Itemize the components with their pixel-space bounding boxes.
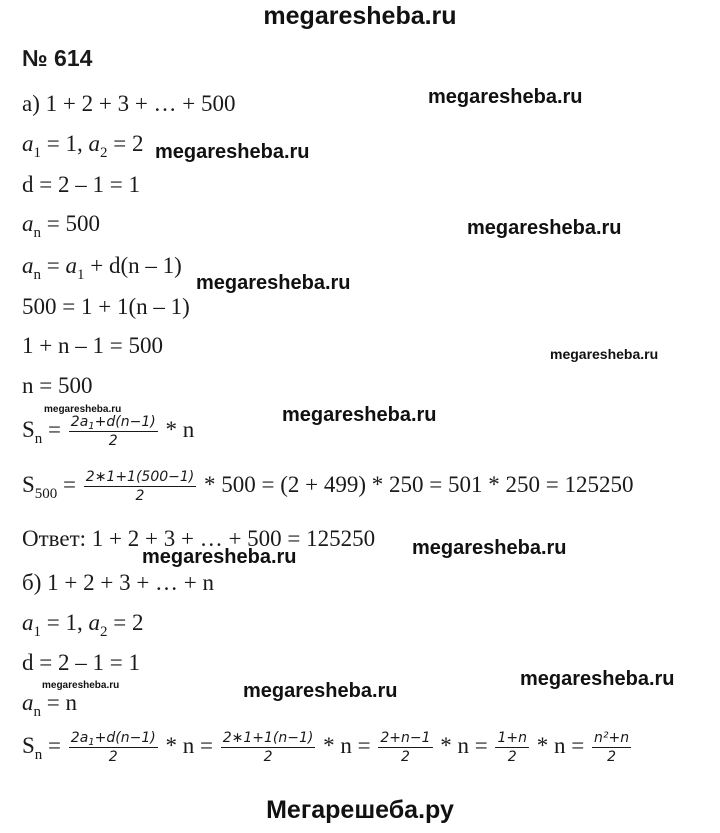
part-a-label: а): [22, 91, 40, 116]
part-a-n-value: n = 500: [22, 373, 93, 398]
sum-formula-fraction: $\frac{2a_1+d(n-1)}{2}$: [70, 414, 156, 449]
watermark: megaresheba.ru: [428, 86, 583, 108]
an-value: = 500: [46, 211, 100, 236]
part-b-first-terms: $a_1 = 1$, $a_2 = 2$: [22, 610, 144, 640]
b-frac-5: $\frac{\text{n²+n}}{2}$: [593, 730, 630, 765]
part-b-series: 1 + 2 + 3 + … + n: [47, 570, 215, 595]
watermark: megaresheba.ru: [44, 404, 122, 415]
part-b-last-term: $a_n = n$: [22, 690, 77, 720]
part-a-difference: d = 2 – 1 = 1: [22, 172, 140, 197]
b-frac-1: $\frac{2a_1+d(n-1)}{2}$: [70, 730, 156, 765]
part-a-nth-formula: $a_n = a_1 + d(n - 1)$: [22, 253, 182, 283]
watermark: megaresheba.ru: [520, 668, 675, 690]
part-b-label: б): [22, 570, 42, 595]
site-footer: Мегарешеба.ру: [266, 796, 454, 824]
watermark: megaresheba.ru: [243, 680, 398, 702]
part-a-series: 1 + 2 + 3 + … + 500: [45, 91, 236, 116]
s500-tail: * 500 = (2 + 499) * 250 = 501 * 250 = 125250: [204, 471, 634, 497]
a1-value: 1: [65, 131, 77, 156]
part-b-sum-derivation: $S_n$ = $\frac{2a_1+d(n-1)}{2}$ * n = $\frac{2∗1+1(n-1)}{2}$ * n = $\frac{2+n-1}{2}$ * n = $\frac{1+n}{2}$ * n = $\frac{\text{n²+n}}{2}$: [22, 730, 630, 765]
part-a-first-terms: $a_1 = 1$, $a_2 = 2$: [22, 131, 144, 161]
watermark: megaresheba.ru: [196, 272, 351, 294]
part-a-sum-formula: $S_n$ = $\frac{2a_1+d(n-1)}{2}$ * n: [22, 414, 195, 449]
b-a1-value: 1: [65, 610, 77, 635]
part-a-header: [22, 92, 236, 115]
b-frac-3: $\frac{2+n-1}{2}$: [380, 730, 431, 765]
b-frac-4: $\frac{1+n}{2}$: [497, 730, 527, 765]
part-a-answer: Ответ: 1 + 2 + 3 + … + 500 = 125250: [22, 526, 376, 551]
watermark: megaresheba.ru: [282, 404, 437, 426]
a2-value: 2: [131, 131, 144, 156]
b-frac-2: $\frac{2∗1+1(n-1)}{2}$: [222, 730, 314, 765]
watermark: megaresheba.ru: [412, 537, 567, 559]
formula-tail: + d(n – 1): [90, 253, 182, 278]
sum-formula-tail: * n: [165, 416, 195, 442]
watermark: megaresheba.ru: [155, 141, 310, 163]
site-header: megaresheba.ru: [263, 2, 457, 30]
part-a-last-term: $a_n = 500$: [22, 211, 100, 241]
watermark: megaresheba.ru: [42, 680, 120, 691]
part-a-s500: $S_{500}$ = $\frac{2∗1+1(500-1)}{2}$ * 500 = (2 + 499) * 250 = 501 * 250 = 125250: [22, 469, 634, 504]
watermark: megaresheba.ru: [550, 346, 659, 362]
part-a-substitution: 500 = 1 + 1(n – 1): [22, 294, 190, 319]
watermark: megaresheba.ru: [467, 217, 622, 239]
s500-denominator: 2: [135, 488, 145, 504]
problem-number: № 614: [22, 45, 93, 71]
b-an-value: = n: [46, 690, 77, 715]
s500-numerator: 2∗1+1(500−1): [85, 469, 195, 485]
part-a-simplify: 1 + n – 1 = 500: [22, 333, 163, 358]
part-b-header: [22, 571, 214, 594]
b-a2-value: 2: [131, 610, 144, 635]
watermark: megaresheba.ru: [142, 546, 297, 568]
part-b-difference: d = 2 – 1 = 1: [22, 650, 140, 675]
s500-fraction: [84, 470, 196, 503]
